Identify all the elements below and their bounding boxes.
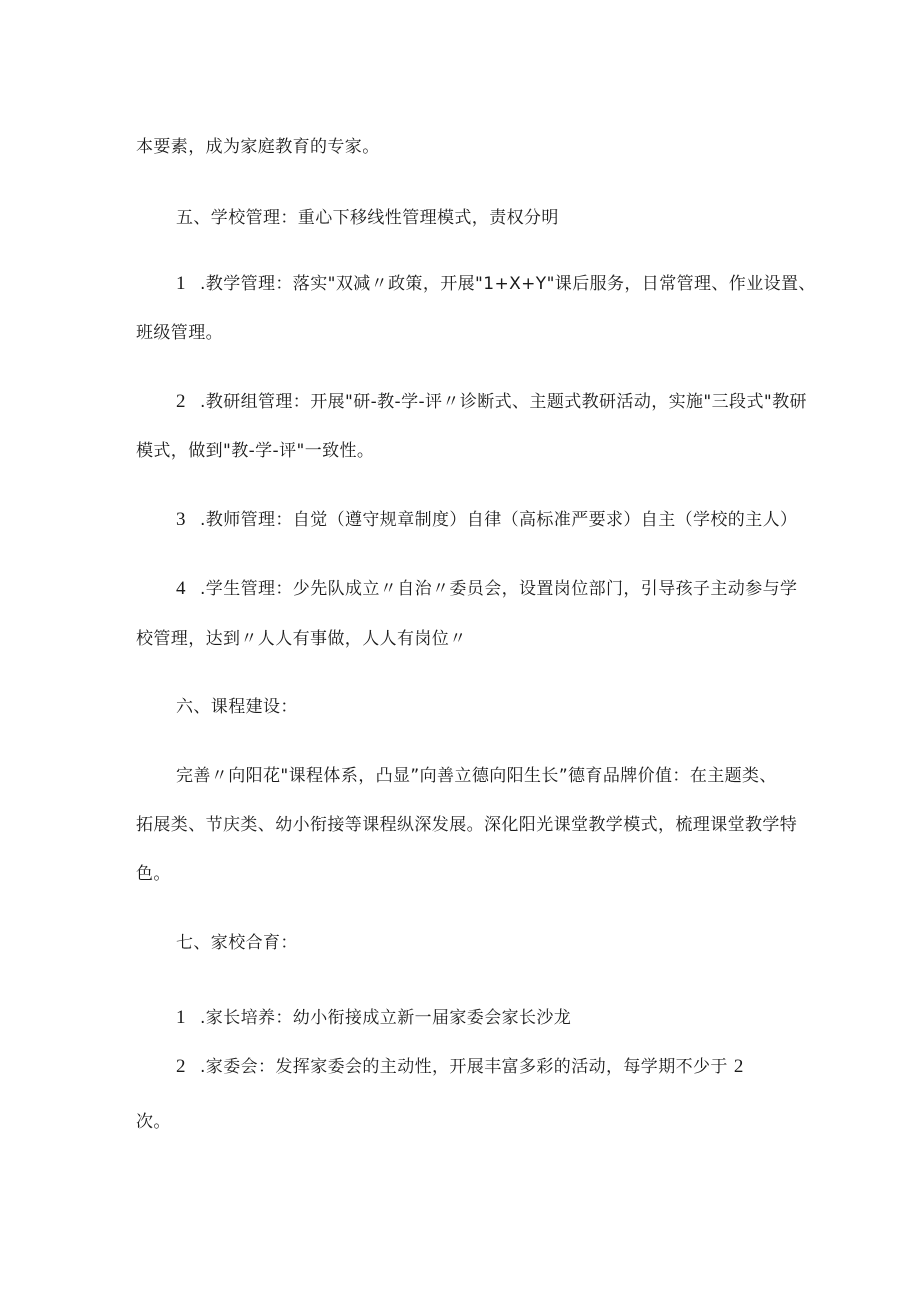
- text: .教学管理：落实"双减〃政策，开展"1+X+Y"课后服务，日常管理、作业设置、: [200, 274, 816, 294]
- text: 次。: [136, 1112, 171, 1132]
- paragraph-line: [136, 440, 374, 462]
- list-number: 4: [176, 578, 186, 599]
- text: 七、家校合育：: [176, 933, 298, 953]
- section-heading-curriculum: [176, 696, 298, 718]
- text: 六、课程建设：: [176, 697, 298, 717]
- count-number: 2: [733, 1056, 744, 1077]
- text: .教研组管理：开展"研-教-学-评〃诊断式、主题式教研活动，实施"三段式"教研: [200, 392, 807, 412]
- text: 校管理，达到〃人人有事做，人人有岗位〃: [136, 629, 467, 649]
- paragraph-line: [136, 1111, 171, 1133]
- paragraph-line: [136, 136, 380, 158]
- text: 班级管理。: [136, 323, 223, 343]
- text: 模式，做到"教-学-评"一致性。: [136, 441, 375, 461]
- text: 完善〃向阳花"课程体系，凸显”向善立德向阳生长”德育品牌价值：在主题类、: [176, 766, 777, 786]
- text: 本要素，成为家庭教育的专家。: [136, 137, 380, 157]
- list-number: 2: [176, 391, 186, 412]
- list-item-parent-committee: [176, 1056, 744, 1078]
- list-number: 1: [176, 273, 186, 294]
- section-heading-school-management: [176, 207, 559, 229]
- paragraph-line: [136, 322, 223, 344]
- list-item-teacher-management: [176, 509, 797, 531]
- text: .教师管理：自觉（遵守规章制度）自律（高标准严要求）自主（学校的主人）: [200, 510, 798, 530]
- paragraph-line: [136, 628, 467, 650]
- text: 五、学校管理：重心下移线性管理模式，责权分明: [176, 208, 559, 228]
- text: 拓展类、节庆类、幼小衔接等课程纵深发展。深化阳光课堂教学模式，梳理课堂教学特: [136, 815, 798, 835]
- list-item-research-group-management: [176, 391, 807, 413]
- list-number: 3: [176, 509, 186, 530]
- paragraph-line: [136, 863, 171, 885]
- list-item-student-management: [176, 578, 797, 600]
- text: .家委会：发挥家委会的主动性，开展丰富多彩的活动，每学期不少于: [200, 1057, 728, 1077]
- text: .家长培养：幼小衔接成立新一届家委会家长沙龙: [200, 1008, 572, 1028]
- paragraph-line: [136, 814, 797, 836]
- section-heading-home-school: [176, 932, 298, 954]
- list-number: 2: [176, 1056, 186, 1077]
- paragraph-line: [176, 765, 777, 787]
- list-item-parent-training: [176, 1007, 571, 1029]
- list-item-teaching-management: [176, 273, 816, 295]
- text: .学生管理：少先队成立〃自治〃委员会，设置岗位部门，引导孩子主动参与学: [200, 579, 798, 599]
- list-number: 1: [176, 1007, 186, 1028]
- text: 色。: [136, 864, 171, 884]
